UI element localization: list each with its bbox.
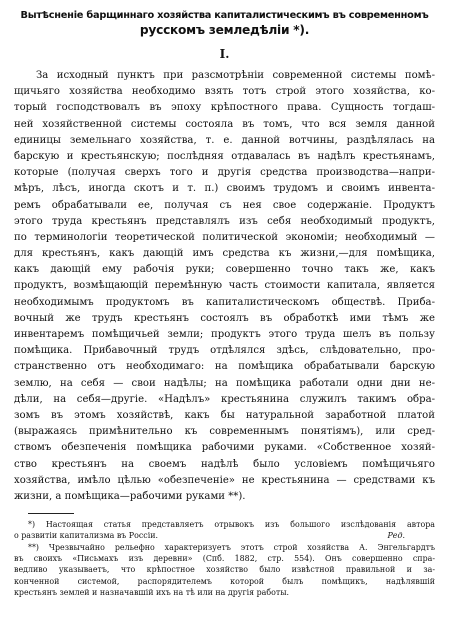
body-line: продуктъ, возмѣщающій перемѣнную часть стоимости капитала, является xyxy=(14,280,435,292)
body-line: хозяйства, имѣло цѣлью «обезпеченіе» не крестьянина — средствами къ xyxy=(14,474,435,486)
body-line: по терминологіи теоретической политической экономіи; необходимый — xyxy=(14,231,435,243)
body-line: для крестьянъ, какъ дающій имъ средства къ жизни,—для помѣщика, xyxy=(14,248,435,260)
section-number: I. xyxy=(219,47,230,61)
body-line: дѣли, на себя—другіе. «Надѣлъ» крестьянина служилъ такимъ обра- xyxy=(14,393,435,405)
footnote-line xyxy=(14,530,435,541)
footnote-line: конченной системой, распорядителемъ которой былъ помѣщикъ, надѣлявшій xyxy=(14,576,435,586)
article-body xyxy=(14,68,435,505)
footnote-divider xyxy=(28,513,74,514)
body-line: торый господствовалъ въ эпоху крѣпостного права. Сущность тогдаш- xyxy=(14,102,435,114)
body-line: ней хозяйственной системы состояла въ томъ, что вся земля данной xyxy=(14,118,435,130)
body-line: щичьяго хозяйства необходимо взять тотъ строй этого хозяйства, ко- xyxy=(14,86,435,98)
body-line: землю, на себя — свои надѣлы; на помѣщика работали одни дни не- xyxy=(14,377,435,389)
body-line: За исходный пунктъ при разсмотрѣніи современной системы помѣ- xyxy=(36,70,435,81)
title-line: русскомъ земледѣліи *). xyxy=(139,23,310,37)
body-line: необходимымъ продуктомъ въ капиталистическомъ обществѣ. Приба- xyxy=(14,296,435,308)
body-line: единицы земельнаго хозяйства, т. е. данной вотчины, раздѣлялась на xyxy=(14,134,435,146)
body-line: какъ дающій ему рабочія руки; совершенно точно такъ же, какъ xyxy=(14,264,435,276)
body-line: мѣръ, лѣсъ, иногда скотъ и т. п.) своимъ трудомъ и своимъ инвента- xyxy=(14,183,435,195)
body-line: инвентаремъ помѣщичьей земли; продуктъ этого труда шелъ въ пользу xyxy=(14,329,435,340)
footnote-line: *) Настоящая статья представляетъ отрывокъ изъ большого изслѣдованія автора xyxy=(28,520,435,530)
footnote-line: въ своихъ «Письмахъ изъ деревни» (Спб. 1882, стр. 554). Онъ совершенно спра- xyxy=(14,553,435,563)
body-line: ремъ обрабатывали ее, получая съ нея свое содержаніе. Продуктъ xyxy=(14,199,435,211)
body-line: помѣщика. Прибавочный трудъ отдѣлялся здѣсь, слѣдовательно, про- xyxy=(14,345,435,357)
body-line: этого труда крестьянъ представлялъ изъ себя необходимый продуктъ, xyxy=(14,215,435,227)
body-line: вочный же трудъ крестьянъ состоялъ въ обработкѣ ими тѣмъ же xyxy=(14,312,435,324)
footnotes xyxy=(14,519,435,598)
body-line: ствомъ обезпеченія помѣщика рабочими руками. «Собственное хозяй- xyxy=(14,442,435,454)
footnote-text: о развитіи капитализма въ Россіи. xyxy=(14,531,158,541)
footnote-line: ведливо указываетъ, что крѣпостное хозяйство было извѣстной правильной и за- xyxy=(14,565,435,575)
footnote-line: **) Чрезвычайно рельефно характеризуетъ этотъ строй хозяйства А. Энгельгардтъ xyxy=(28,542,435,552)
title-line: Вытѣсненіе барщиннаго хозяйства капиталистическимъ въ современномъ xyxy=(20,10,429,21)
body-line: странственно отъ необходимаго: на помѣщика обрабатывали барскую xyxy=(14,361,435,373)
body-line: (выражаясь примѣнительно къ современнымъ понятіямъ), или сред- xyxy=(14,426,435,438)
body-line: барскую и крестьянскую; послѣдняя отдавалась въ надѣлъ крестьянамъ, xyxy=(14,150,435,162)
article-title xyxy=(18,8,431,38)
body-line: ство крестьянъ на своемъ надѣлѣ было условіемъ помѣщичьяго xyxy=(14,458,435,470)
body-line: зомъ въ этомъ хозяйствѣ, какъ бы натуральной заработной платой xyxy=(14,409,435,421)
footnote-line: крестьянъ землей и назначавшій ихъ на тѣ или на другія работы. xyxy=(14,587,290,597)
editor-signature: Ред. xyxy=(387,531,405,541)
body-line: жизни, а помѣщика—рабочими руками **). xyxy=(14,490,246,502)
body-line: которые (получая сверхъ того и другія средства производства—напри- xyxy=(14,167,435,179)
